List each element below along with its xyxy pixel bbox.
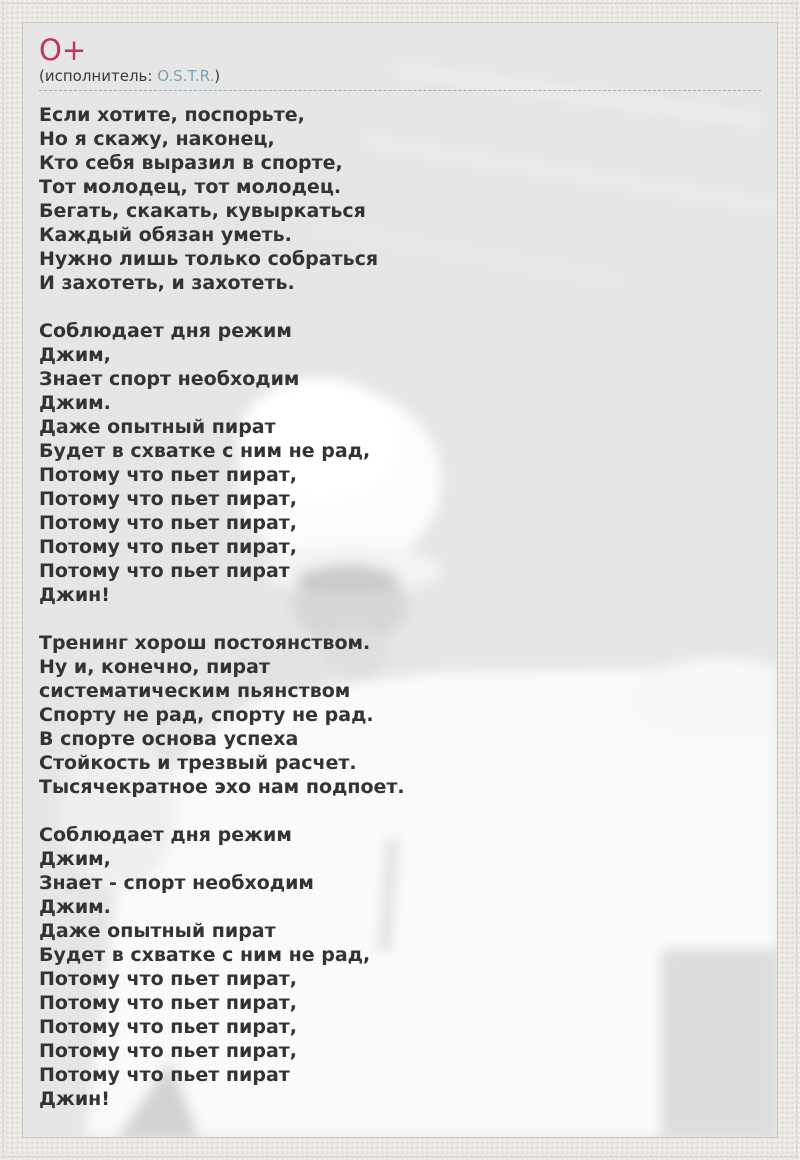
lyrics-page	[22, 22, 778, 1138]
lyrics-stanza: Соблюдает дня режим Джим, Знает спорт необходим Джим. Даже опытный пират Будет в схватке с ним не рад, Потому что пьет пират, Потому что пьет пират, Потому что пьет пират, Потому что пьет пират, Потому что пьет пират Джин!	[39, 320, 371, 606]
artist-line	[39, 67, 761, 91]
artist-label-prefix: (исполнитель:	[39, 67, 158, 85]
artist-link[interactable]: O.S.T.R.	[157, 67, 215, 85]
lyrics-stanza: Соблюдает дня режим Джим, Знает - спорт необходим Джим. Даже опытный пират Будет в схватке с ним не рад, Потому что пьет пират, Потому что пьет пират, Потому что пьет пират, Потому что пьет пират, Потому что пьет пират Джин!	[39, 824, 371, 1110]
song-title: О+	[39, 33, 87, 67]
page-header	[23, 23, 777, 91]
lyrics-stanza: Тренинг хорош постоянством. Ну и, конечно, пират систематическим пьянством Спорту не рад, спорту не рад. В спорте основа успеха Стойкость и трезвый расчет. Тысячекратное эхо нам подпоет.	[39, 632, 405, 798]
lyrics-stanza: Если хотите, поспорьте, Но я скажу, наконец, Кто себя выразил в спорте, Тот молодец, тот молодец. Бегать, скакать, кувыркаться Каждый обязан уметь. Нужно лишь только собраться И захотеть, и захотеть.	[39, 104, 379, 294]
lyrics-text	[23, 91, 777, 1111]
artist-label-suffix: )	[214, 67, 221, 85]
